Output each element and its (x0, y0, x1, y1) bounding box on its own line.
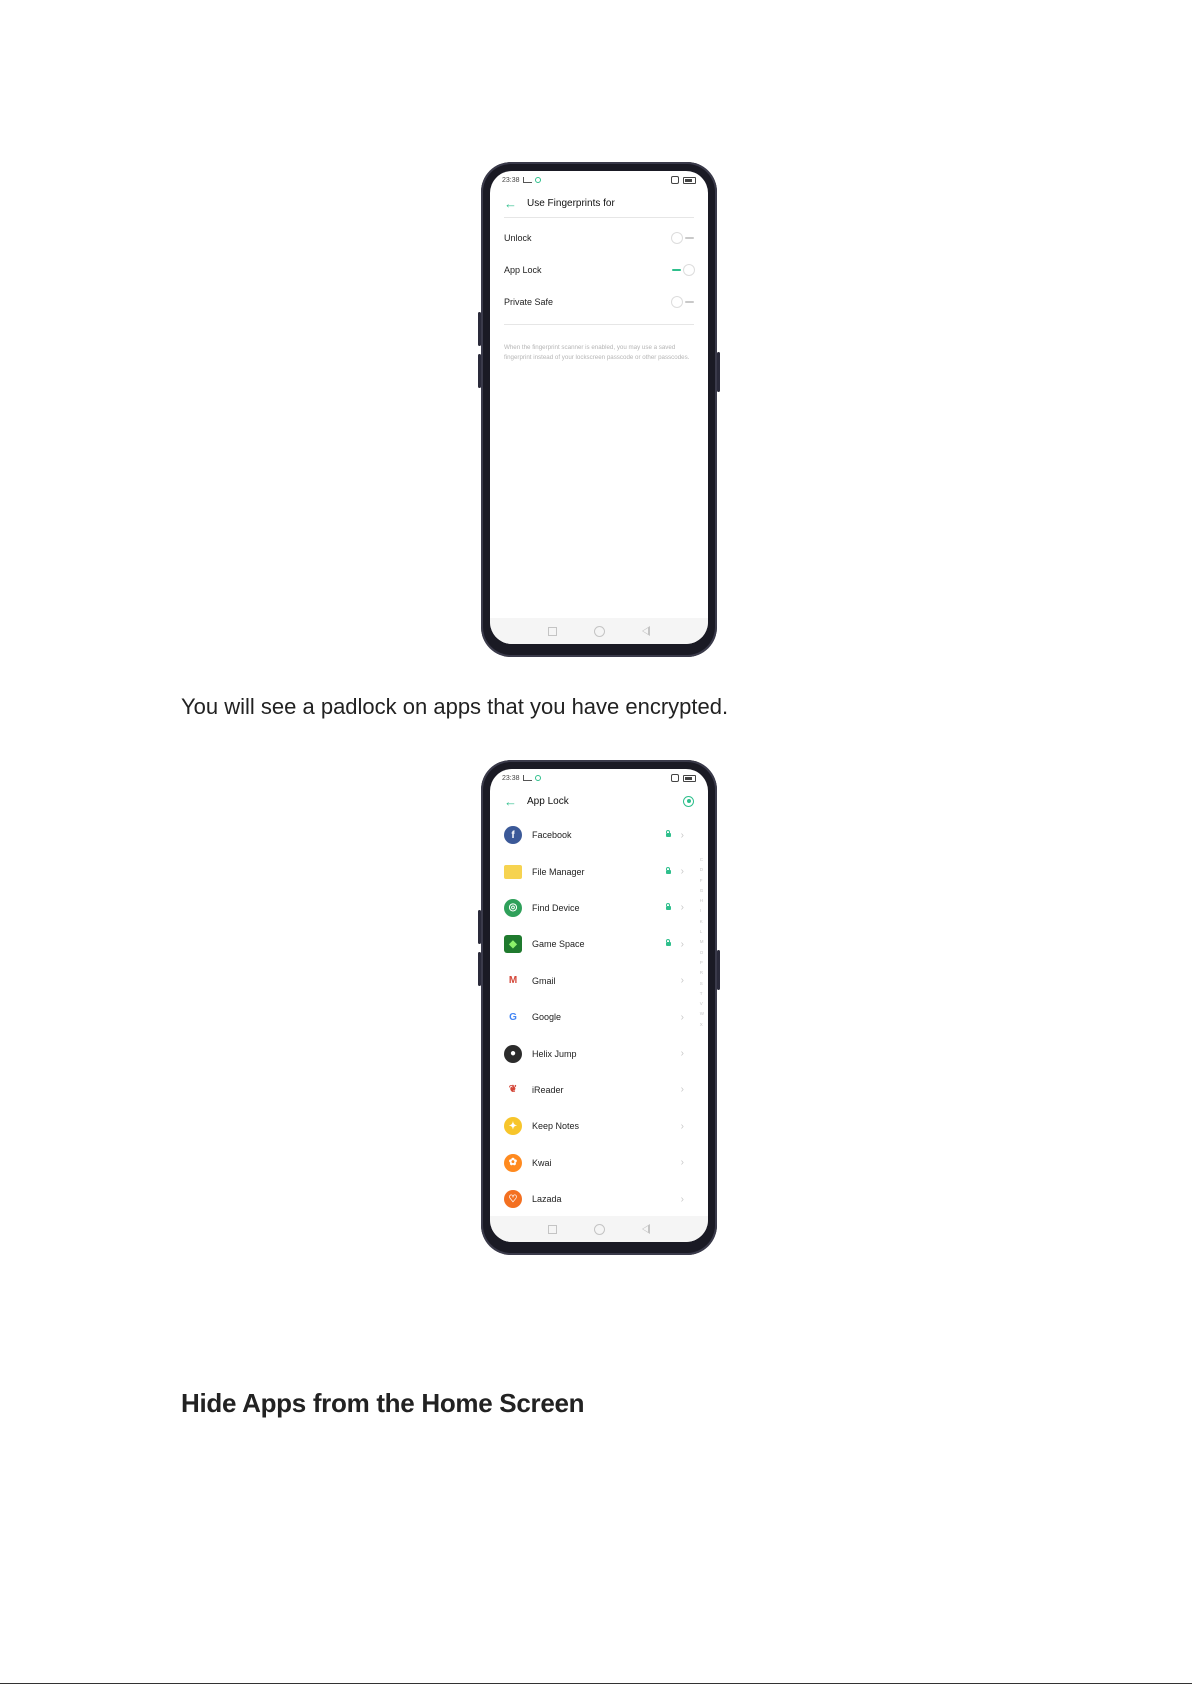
alphabet-letter[interactable]: M (699, 939, 704, 945)
app-list-item[interactable] (490, 1181, 708, 1217)
chevron-right-icon: › (680, 902, 684, 914)
chevron-right-icon: › (680, 829, 684, 841)
app-name: Lazada (532, 1194, 562, 1205)
alphabet-letter[interactable]: O (699, 949, 704, 955)
phone-mockup-app-lock (481, 760, 717, 1255)
chevron-right-icon: › (680, 866, 684, 878)
header (490, 787, 708, 815)
chevron-right-icon: › (680, 1048, 684, 1060)
home-icon[interactable] (594, 626, 605, 637)
app-list-item[interactable] (490, 1035, 708, 1071)
sync-icon (535, 177, 541, 183)
alphabet-letter[interactable]: R (699, 970, 703, 976)
alphabet-letter[interactable]: K (699, 918, 703, 924)
game-space-icon: ◆ (504, 935, 522, 953)
app-list-item[interactable] (490, 1145, 708, 1181)
facebook-icon: f (504, 826, 522, 844)
app-name: Facebook (532, 830, 572, 841)
app-list (490, 817, 708, 1217)
setting-label: Unlock (504, 233, 532, 243)
app-name: Keep Notes (532, 1121, 580, 1132)
padlock-icon (666, 870, 671, 874)
back-arrow-icon[interactable]: ← (504, 195, 517, 211)
app-list-item[interactable] (490, 999, 708, 1035)
app-name: Game Space (532, 939, 585, 950)
padlock-icon (666, 906, 671, 910)
setting-row[interactable] (490, 286, 708, 318)
nav-bar (490, 1216, 708, 1242)
status-time: 23:38 (502, 176, 520, 184)
header (490, 189, 708, 217)
chevron-right-icon: › (680, 975, 684, 987)
settings-list (490, 222, 708, 318)
alphabet-letter[interactable]: X (699, 1021, 703, 1027)
padlock-icon (666, 942, 671, 946)
recent-apps-icon[interactable] (548, 627, 557, 636)
battery-icon (683, 775, 696, 782)
find-device-icon: ◎ (504, 899, 522, 917)
back-triangle-icon[interactable] (642, 1224, 650, 1234)
page-bottom-rule (0, 1683, 1192, 1684)
alphabet-letter[interactable]: D (699, 867, 703, 873)
chevron-right-icon: › (680, 1193, 684, 1205)
recent-apps-icon[interactable] (548, 1225, 557, 1234)
alphabet-letter[interactable]: W (699, 1011, 704, 1017)
folder-icon (504, 865, 522, 879)
helix-jump-icon: ● (504, 1045, 522, 1063)
battery-icon (683, 177, 696, 184)
app-list-item[interactable] (490, 887, 708, 926)
app-name: Google (532, 1012, 562, 1023)
setting-label: Private Safe (504, 297, 554, 307)
google-icon: G (504, 1008, 522, 1026)
toggle-switch[interactable] (672, 233, 694, 243)
app-list-item[interactable] (490, 853, 708, 889)
keep-notes-icon: ✦ (504, 1117, 522, 1135)
page-title: App Lock (527, 795, 569, 807)
page-title: Use Fingerprints for (527, 197, 615, 209)
app-name: Gmail (532, 975, 556, 986)
alphabet-letter[interactable]: F (699, 877, 703, 883)
back-arrow-icon[interactable]: ← (504, 793, 517, 809)
setting-row[interactable] (490, 254, 708, 286)
chevron-right-icon: › (680, 1120, 684, 1132)
nav-bar (490, 618, 708, 644)
app-name: Helix Jump (532, 1048, 577, 1059)
app-list-item[interactable] (490, 1072, 708, 1108)
vibrate-icon (671, 176, 679, 184)
toggle-switch[interactable] (672, 265, 694, 275)
lazada-icon: ♡ (504, 1190, 522, 1208)
gear-icon[interactable] (683, 796, 694, 807)
app-name: Find Device (532, 902, 580, 913)
status-bar (490, 171, 708, 189)
back-triangle-icon[interactable] (642, 626, 650, 636)
vibrate-icon (671, 774, 679, 782)
alphabet-index[interactable] (700, 857, 704, 1027)
phone-mockup-fingerprints (481, 162, 717, 657)
chevron-right-icon: › (680, 1084, 684, 1096)
chevron-right-icon: › (680, 1011, 684, 1023)
toggle-switch[interactable] (672, 297, 694, 307)
signal-icon (523, 775, 532, 781)
setting-row[interactable] (490, 222, 708, 254)
app-name: Kwai (532, 1157, 552, 1168)
alphabet-letter[interactable]: L (699, 929, 703, 935)
kwai-icon: ✿ (504, 1154, 522, 1172)
chevron-right-icon: › (680, 938, 684, 950)
section-title: Hide Apps from the Home Screen (181, 1388, 585, 1418)
setting-label: App Lock (504, 265, 542, 275)
app-list-item[interactable] (490, 817, 708, 853)
status-time: 23:38 (502, 774, 520, 782)
caption-text: You will see a padlock on apps that you have encrypted. (181, 694, 729, 719)
sync-icon (535, 775, 541, 781)
alphabet-letter[interactable]: V (699, 1001, 703, 1007)
alphabet-letter[interactable]: C (699, 857, 703, 862)
footnote-text: When the fingerprint scanner is enabled, you may use a saved fingerprint instead of your lockscreen passcode or other passcodes. (504, 344, 690, 361)
signal-icon (523, 177, 532, 183)
status-bar (490, 769, 708, 787)
chevron-right-icon: › (680, 1157, 684, 1169)
alphabet-letter[interactable]: H (699, 898, 703, 904)
padlock-icon (666, 833, 671, 837)
alphabet-letter[interactable]: S (699, 980, 703, 986)
gmail-icon: M (504, 972, 522, 990)
alphabet-letter[interactable]: I (699, 908, 702, 914)
app-name: iReader (532, 1084, 564, 1095)
home-icon[interactable] (594, 1224, 605, 1235)
phone-screen (490, 171, 708, 644)
phone-screen (490, 769, 708, 1242)
alphabet-letter[interactable]: T (699, 990, 703, 996)
app-list-item[interactable] (490, 926, 708, 962)
app-name: File Manager (532, 866, 585, 877)
ireader-icon: ❦ (504, 1081, 522, 1099)
alphabet-letter[interactable]: P (699, 959, 703, 965)
alphabet-letter[interactable]: G (699, 887, 704, 893)
app-list-item[interactable] (490, 1108, 708, 1144)
app-list-item[interactable] (490, 963, 708, 999)
